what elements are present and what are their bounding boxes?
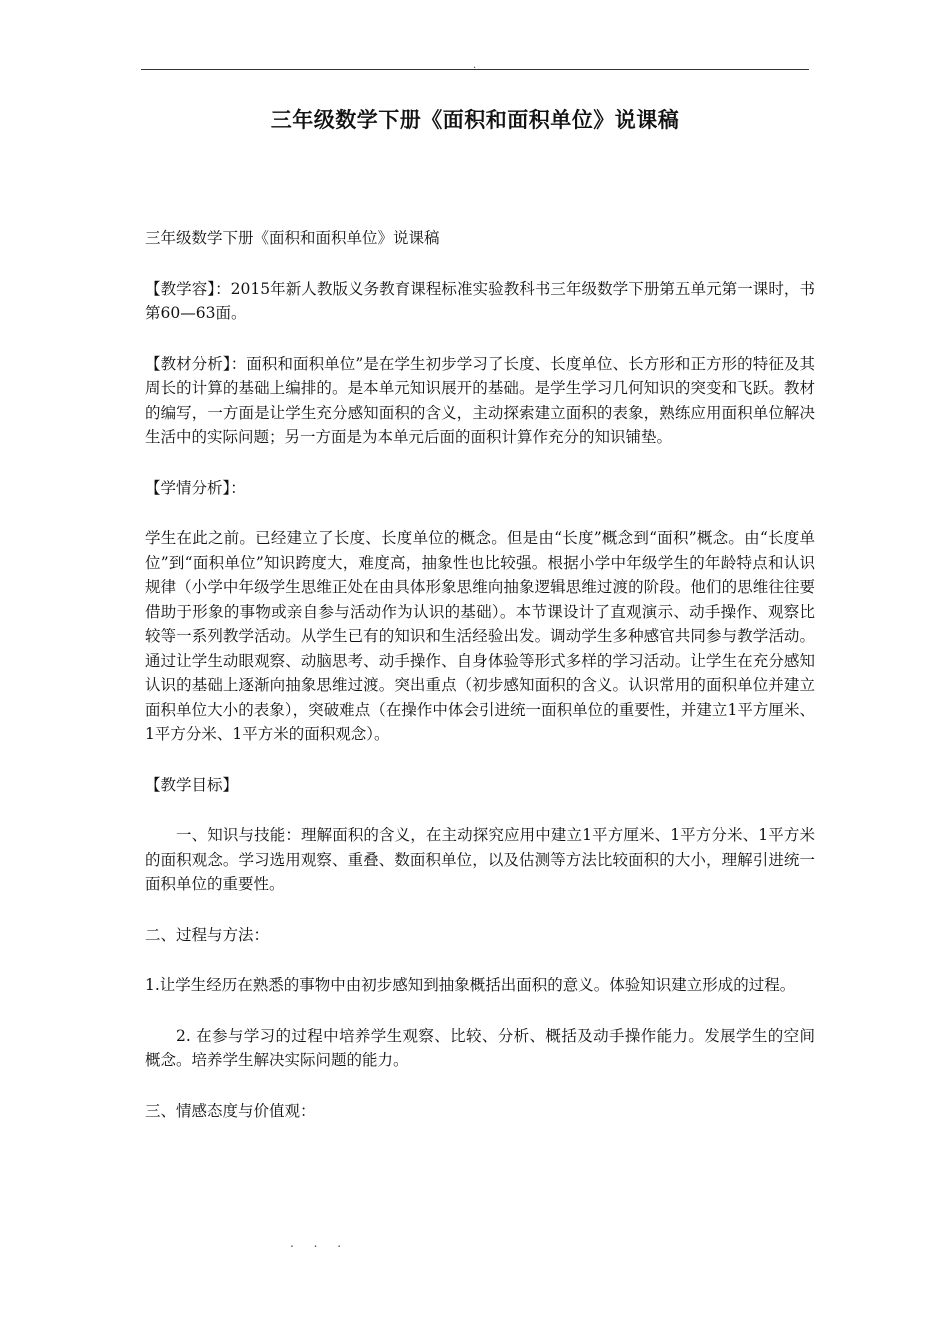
header-mark: .: [473, 60, 477, 71]
header-rule: [141, 69, 809, 70]
paragraph-process-1: 1.让学生经历在熟悉的事物中由初步感知到抽象概括出面积的意义。体验知识建立形成的过程。: [145, 976, 796, 994]
heading-teaching-goals: 【教学目标】: [145, 775, 239, 794]
heading-emotion-values: 三、情感态度与价值观：: [145, 1101, 316, 1120]
footer-mark: . . .: [290, 1236, 350, 1250]
document-title: 三年级数学下册《面积和面积单位》说课稿: [270, 108, 680, 132]
heading-process-method: 二、过程与方法：: [145, 925, 270, 944]
paragraph-material-analysis: 【教材分析】：面积和面积单位”是在学生初步学习了长度、长度单位、长方形和正方形的特征及其周长的计算的基础上编排的。是本单元知识展开的基础。是学生学习几何知识的突变和飞跃。教材的编写，一方面是让学生充分感知面积的含义，主动探索建立面积的表象，熟练应用面积单位解决生活中的实际问题；另一方面是为本单元后面的面积计算作充分的知识铺垫。: [145, 354, 815, 446]
paragraph-teaching-content: 【教学容】：2015年新人教版义务教育课程标准实验教科书三年级数学下册第五单元第一课时，书第60—63面。: [145, 279, 815, 322]
paragraph-goal-knowledge: 一、知识与技能：理解面积的含义，在主动探究应用中建立1平方厘米、1平方分米、1平方米的面积观念。学习选用观察、重叠、数面积单位，以及估测等方法比较面积的大小，理解引进统一面积单位的重要性。: [145, 826, 815, 893]
heading-learner-analysis: 【学情分析】：: [145, 478, 246, 497]
document-subtitle: 三年级数学下册《面积和面积单位》说课稿: [145, 229, 440, 247]
paragraph-process-2: 2. 在参与学习的过程中培养学生观察、比较、分析、概括及动手操作能力。发展学生的空间概念。培养学生解决实际问题的能力。: [145, 1026, 815, 1069]
paragraph-learner-analysis: 学生在此之前。已经建立了长度、长度单位的概念。但是由“长度”概念到“面积”概念。由“长度单位”到“面积单位”知识跨度大，难度高，抽象性也比较强。根据小学中年级学生的年龄特点和认识规律（小学中年级学生思维正处在由具体形象思维向抽象逻辑思维过渡的阶段。他们的思维往往要借助于形象的事物或亲自参与活动作为认识的基础）。本节课设计了直观演示、动手操作、观察比较等一系列教学活动。从学生已有的知识和生活经验出发。调动学生多种感官共同参与教学活动。通过让学生动眼观察、动脑思考、动手操作、自身体验等形式多样的学习活动。让学生在充分感知认识的基础上逐渐向抽象思维过渡。突出重点（初步感知面积的含义。认识常用的面积单位并建立面积单位大小的表象），突破难点（在操作中体会引进统一面积单位的重要性，并建立1平方厘米、1平方分米、1平方米的面积观念）。: [145, 529, 815, 743]
document-body: [145, 226, 815, 1149]
